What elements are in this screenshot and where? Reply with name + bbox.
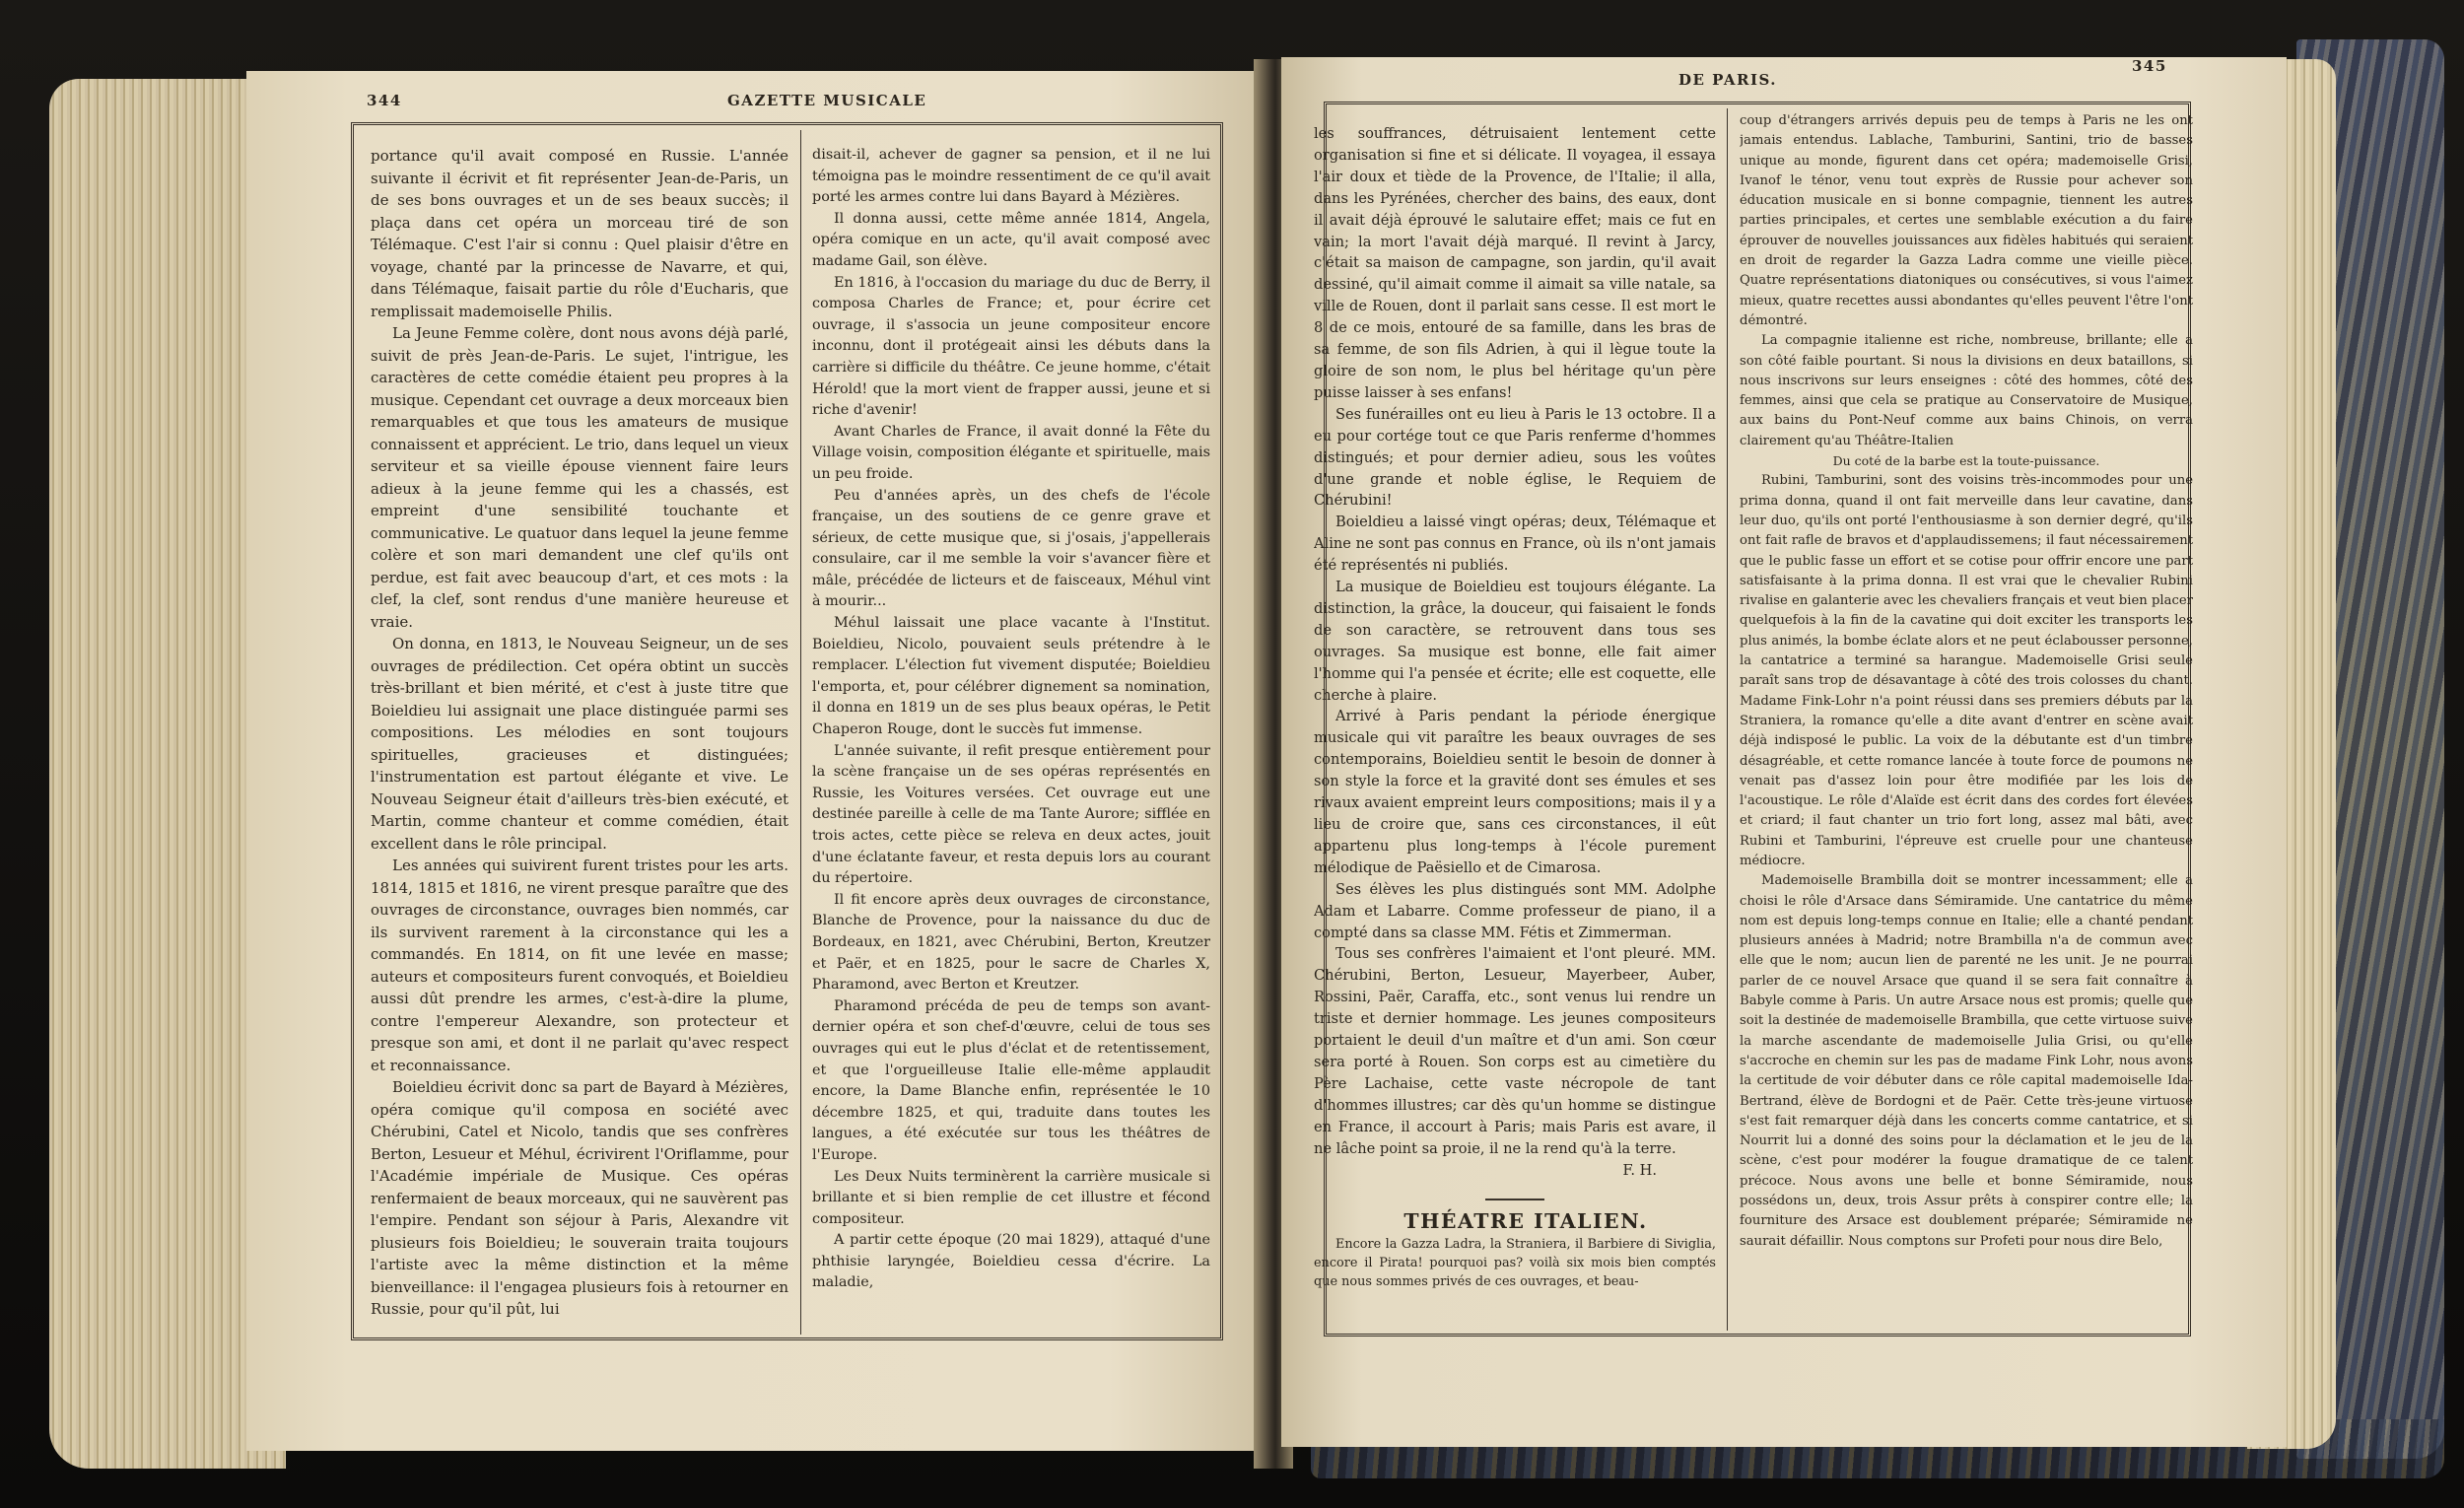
running-head-left: GAZETTE MUSICALE [727, 92, 927, 109]
paragraph: L'année suivante, il refit presque entièrement pour la scène française un de ses opéras représentés en Russie, les Voitures versées. Cet ouvrage eut une destinée pareille à celle de ma Tante Aurore; sifflée en trois actes, cette pièce se releva en deux actes, jouit d'une éclatante faveur, et resta depuis lors au courant du répertoire. [812, 742, 1210, 887]
running-head-right: DE PARIS. [1678, 71, 1777, 89]
paragraph: Boieldieu a laissé vingt opéras; deux, Télémaque et Aline ne sont pas connus en France, où ils n'ont jamais été représentés ni publiés. [1314, 514, 1716, 575]
verse-line: Du coté de la barbe est la toute-puissance. [1832, 453, 2100, 469]
paragraph: Peu d'années après, un des chefs de l'école française, un des soutiens de ce genre grave et sérieux, de cette musique que, si j'osais, j'appellerais consulaire, car il me semble la voir s'avancer fière et mâle, précédée de licteurs et de faisceaux, Méhul vint à mourir... [812, 487, 1210, 610]
paragraph: Boieldieu écrivit donc sa part de Bayard à Mézières, opéra comique qu'il composa en société avec Chérubini, Catel et Nicolo, tandis que ses confrères Berton, Lesueur et Méhul, écrivirent l'Oriflamme, pour l'Académie impériale de Musique. Ces opéras renfermaient de beaux morceaux, qui ne sauvèrent pas l'empire. Pendant son séjour à Paris, Alexandre vit plusieurs fois Boieldieu; le souverain traita toujours l'artiste avec la même distinction et la même bienveillance: il l'engagea plusieurs fois à retourner en Russie, pour qu'il pût, lui [371, 1078, 788, 1318]
paragraph: Pharamond précéda de peu de temps son avant-dernier opéra et son chef-d'œuvre, celui de tous ses ouvrages qui eut le plus d'éclat et de retentissement, et que l'orgueilleuse Italie elle-même applaudit encore, la Dame Blanche enfin, représentée le 10 décembre 1825, et qui, traduite dans toutes les langues, a été exécutée sur tous les théâtres de l'Europe. [812, 997, 1210, 1163]
paragraph: coup d'étrangers arrivés depuis peu de temps à Paris ne les ont jamais entendus. Lablache, Tamburini, Santini, trio de basses unique au monde, figurent dans cet opéra; mademoiselle Grisi, Ivanof le ténor, venu tout exprès de Russie pour achever son éducation musicale en si bonne compagnie, tiennent les autres parties principales, et certes une semblable exécution a du faire éprouver de nouvelles jouissances aux fidèles habitués qui seraient en droit de regarder la Gazza Ladra comme une vieille pièce. Quatre représentations diatoniques ou consécutives, si vous l'aimez mieux, quatre recettes aussi abondantes qu'elles peuvent l'être l'ont démontré. [1740, 113, 2193, 328]
paragraph: Arrivé à Paris pendant la période énergique musicale qui vit paraître les beaux ouvrages de ses contemporains, Boieldieu sentit le besoin de donner à son style la force et la gravité dont ses émules et ses rivaux avaient empreint leurs compositions; mais il y a lieu de croire que, sans ces circonstances, il eût appartenu plus long-temps à l'école purement mélodique de Paësiello et de Cimarosa. [1314, 708, 1716, 876]
paragraph: disait-il, achever de gagner sa pension, et il ne lui témoigna pas le moindre ressentiment de ce qu'il avait porté les armes contre lui dans Bayard à Mézières. [812, 147, 1210, 206]
paragraph: On donna, en 1813, le Nouveau Seigneur, un de ses ouvrages de prédilection. Cet opéra obtint un succès très-brillant et bien mérité, et c'est à juste titre que Boieldieu lui assignait une place distinguée parmi ses compositions. Les mélodies en sont toujours spirituelles, gracieuses et distinguées; l'instrumentation est partout élégante et vive. Le Nouveau Seigneur était d'ailleurs très-bien exécuté, et Martin, comme chanteur et comme comédien, était excellent dans le rôle principal. [371, 635, 788, 853]
paragraph: Il donna aussi, cette même année 1814, Angela, opéra comique en un acte, qu'il avait composé avec madame Gail, son élève. [812, 210, 1210, 269]
paragraph: Ses élèves les plus distingués sont MM. Adolphe Adam et Labarre. Comme professeur de piano, il a compté dans sa classe MM. Fétis et Zimmerman. [1314, 880, 1716, 941]
left-column-1 [371, 145, 788, 1323]
paragraph: Ses funérailles ont eu lieu à Paris le 13 octobre. Il a eu pour cortége tout ce que Paris renferme d'hommes distingués; et pour dernier adieu, sous les voûtes d'une grande et noble église, le Requiem de Chérubini! [1314, 405, 1716, 510]
right-column-rule [1727, 108, 1728, 1331]
right-column-2 [1740, 111, 2193, 1326]
paragraph: En 1816, à l'occasion du mariage du duc de Berry, il composa Charles de France; et, pour écrire cet ouvrage, il s'associa un jeune compositeur encore inconnu, dont il protégeait ainsi les débuts dans la carrière si difficile du théâtre. Ce jeune homme, c'était Hérold! que la mort vient de frapper aussi, jeune et si riche d'avenir! [812, 274, 1210, 419]
paragraph: Il fit encore après deux ouvrages de circonstance, Blanche de Provence, pour la naissance du duc de Bordeaux, en 1821, avec Chérubini, Berton, Kreutzer et Paër, et en 1825, pour le sacre de Charles X, Pharamond, avec Berton et Kreutzer. [812, 891, 1210, 994]
paragraph: La musique de Boieldieu est toujours élégante. La distinction, la grâce, la douceur, qui faisaient le fonds de son caractère, se retrouvent dans tous ses ouvrages. Sa musique est bonne, elle fait aimer l'homme qui l'a pensée et écrite; elle est coquette, elle cherche à plaire. [1314, 579, 1716, 704]
page-number-left: 344 [367, 92, 402, 109]
paragraph: Tous ses confrères l'aimaient et l'ont pleuré. MM. Chérubini, Berton, Lesueur, Mayerbeer, Auber, Rossini, Paër, Caraffa, etc., sont venus lui rendre un triste et dernier hommage. Les jeunes compositeurs portaient le deuil d'un maître et d'un ami. Son cœur sera porté à Rouen. Son corps est au cimetière du Père Lachaise, cette vaste nécropole de tant d'hommes illustres; car dès qu'un homme se distingue en France, il accourt à Paris; mais Paris est avare, il ne lâche point sa proie, il ne la rend qu'à la terre. [1314, 945, 1716, 1157]
paragraph: Méhul laissait une place vacante à l'Institut. Boieldieu, Nicolo, pouvaient seuls prétendre à le remplacer. L'élection fut vivement disputée; Boieldieu l'emporta, et, pour célébrer dignement sa nomination, il donna en 1819 un de ses plus beaux opéras, le Petit Chaperon Rouge, dont le succès fut immense. [812, 615, 1210, 738]
paragraph: Rubini, Tamburini, sont des voisins très-incommodes pour une prima donna, quand il ont fait merveille dans leur cavatine, dans leur duo, qu'ils ont porté l'enthousiasme à son dernier degré, qu'ils ont fait rafle de bravos et d'applaudissemens; il faut nécessairement que le public fasse un effort et se cotise pour offrir encore une part satisfaisante à la prima donna. Il est vrai que le chevalier Rubini rivalise en galanterie avec les chevaliers français et veut bien placer quelquefois à la fin de la cavatine qui doit exciter les transports les plus animés, la bombe éclate alors et ne peut éclabousser personne, la cantatrice a terminé sa harangue. Mademoiselle Grisi seule paraît sans trop de désavantage à côté des trois colosses du chant. Madame Fink-Lohr n'a point réussi dans ses premiers débuts par la Straniera, la romance qu'elle a dite avant d'entrer en scène avait déjà indisposé le public. La voix de la débutante est d'un timbre désagréable, et cette romance lancée à toute force de poumons ne venait pas d'assez loin pour être modifiée par les lois de l'acoustique. Le rôle d'Alaïde est écrit dans des cordes fort élevées et criard; il faut chanter un trio fort long, assez mal bâti, avec Rubini et Tamburini, l'épreuve est cruelle pour une chanteuse médiocre. [1740, 473, 2193, 868]
paragraph: Encore la Gazza Ladra, la Straniera, il Barbiere di Siviglia, encore il Pirata! pourquoi pas? voilà six mois bien comptés que nous sommes privés de ces ouvrages, et beau- [1314, 1236, 1716, 1290]
paragraph: La compagnie italienne est riche, nombreuse, brillante; elle a son côté faible pourtant. Si nous la divisions en deux bataillons, si nous inscrivons sur leurs enseignes : côté des hommes, côté des femmes, ainsi que cela se pratique au Conservatoire de Musique, aux bains du Pont-Neuf comme aux bains Chinois, on verra clairement qu'au Théâtre-Italien [1740, 333, 2193, 448]
signature: F. H. [1622, 1161, 1657, 1179]
paragraph: Mademoiselle Brambilla doit se montrer incessamment; elle a choisi le rôle d'Arsace dans Sémiramide. Une cantatrice du même nom est depuis long-temps connue en Italie; elle a chanté pendant plusieurs années à Madrid; notre Brambilla n'a de commun avec elle que le nom; aucun lien de parenté ne les unit. Je ne pourrai parler de ce nouvel Arsace que quand il se sera fait connaître à Babyle comme à Paris. Un autre Arsace nous est promis; quelle que soit la destinée de mademoiselle Brambilla, que cette virtuose suive la marche ascendante de mademoiselle Julia Grisi, ou qu'elle s'accroche en chemin sur les pas de madame Fink Lohr, nous avons la certitude de voir débuter dans ce rôle capital mademoiselle Ida-Bertrand, élève de Bordogni et de Paër. Cette très-jeune virtuose s'est fait remarquer déjà dans les concerts comme cantatrice, et si Nourrit lui a donné des soins pour la déclamation et le jeu de la scène, c'est pour modérer la fougue dramatique de ce talent précoce. Nous avons une belle et bonne Sémiramide, nous possédons un, deux, trois Assur prêts à conspirer contre elle; la fourniture des Arsace est doublement préparée; Sémiramide ne saurait défaillir. Nous comptons sur Profeti pour nous dire Belo, [1740, 873, 2193, 1249]
paragraph: Les années qui suivirent furent tristes pour les arts. 1814, 1815 et 1816, ne virent presque paraître que des ouvrages de circonstance, ouvrages bien nommés, car ils survivent rarement à la circonstance qui les a commandés. En 1814, on fit une levée en masse; auteurs et compositeurs furent convoqués, et Boieldieu aussi dût prendre les armes, c'est-à-dire la plume, contre l'empereur Alexandre, son protecteur et presque son ami, et dont il ne parlait qu'avec respect et reconnaissance. [371, 857, 788, 1074]
section-title: THÉATRE ITALIEN. [1403, 1209, 1648, 1234]
paragraph: La Jeune Femme colère, dont nous avons déjà parlé, suivit de près Jean-de-Paris. Le sujet, l'intrigue, les caractères de cette comédie étaient peu propres à la musique. Cependant cet ouvrage a deux morceaux bien remarquables et que tous les amateurs de musique connaissent et apprécient. Le trio, dans lequel un vieux serviteur et sa vieille épouse viennent faire leurs adieux à la jeune femme qui les a chassés, est empreint d'une sensibilité touchante et communicative. Le quatuor dans lequel la jeune femme colère et son mari demandent une clef qu'ils ont perdue, est fait avec beaucoup d'art, et ces mots : la clef, la clef, sont rendus d'une manière heureuse et vraie. [371, 324, 788, 631]
paragraph: les souffrances, détruisaient lentement cette organisation si fine et si délicate. Il voyagea, il essaya l'air doux et tiède de la Provence, de l'Italie; il alla, dans les Pyrénées, chercher des bains, des eaux, dont il avait déjà éprouvé le salutaire effet; mais ce fut en vain; la mort l'avait déjà marqué. Il revint à Jarcy, c'était sa maison de campagne, son jardin, qu'il avait dessiné, qu'il aimait comme il aimait sa ville natale, sa ville de Rouen, dont il parlait sans cesse. Il est mort le 8 de ce mois, entouré de sa famille, dans les bras de sa femme, de son fils Adrien, à qui il lègue toute la gloire de son nom, le plus bel héritage qu'un père puisse laisser à ses enfans! [1314, 125, 1716, 401]
section-divider [1485, 1199, 1544, 1200]
page-number-right: 345 [2132, 57, 2167, 75]
paragraph: Avant Charles de France, il avait donné la Fête du Village voisin, composition élégante et spirituelle, mais un peu froide. [812, 423, 1210, 482]
left-column-rule [800, 130, 801, 1335]
paragraph: A partir cette époque (20 mai 1829), attaqué d'une phthisie laryngée, Boieldieu cessa d'écrire. La maladie, [812, 1232, 1210, 1291]
right-column-1 [1314, 123, 1716, 1318]
paragraph: portance qu'il avait composé en Russie. L'année suivante il écrivit et fit représenter Jean-de-Paris, un de ses bons ouvrages et un de ses beaux succès; il plaça dans cet opéra un morceau tiré de son Télémaque. C'est l'air si connu : Quel plaisir d'être en voyage, chanté par la princesse de Navarre, et qui, dans Télémaque, faisait partie du rôle d'Eucharis, que remplissait mademoiselle Philis. [371, 147, 788, 320]
left-column-2 [812, 145, 1210, 1323]
paragraph: Les Deux Nuits terminèrent la carrière musicale si brillante et si bien remplie de cet illustre et fécond compositeur. [812, 1168, 1210, 1227]
